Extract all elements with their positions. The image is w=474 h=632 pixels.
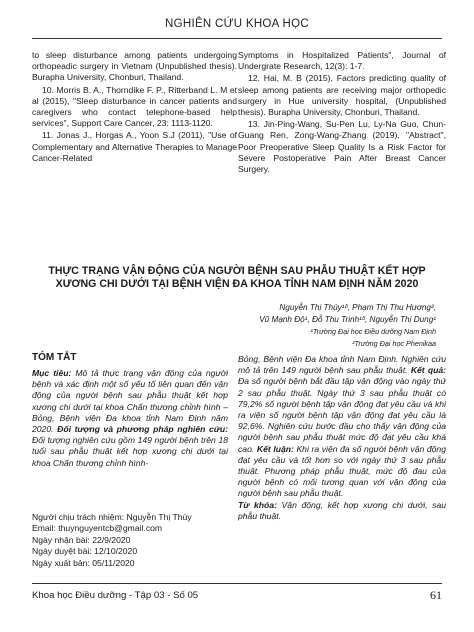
abstract-results-text: Đa số người bệnh bắt đầu tập vận động vào ngày thứ 2 sau phẫu thuật. Ngày thứ 3 sau phẫu thuật có 79,2% số người bệnh tập vận động đạt yêu cầu và khi ra viện số người bệnh tập vận động đạt yêu cầu là 92,6%. Nghiên cứu bước đầu cho thấy vận động của người bệnh sau phẫu thuật mức độ đạt yêu cầu khá cao. xyxy=(238,376,446,454)
abstract-label-methods: Đối tượng và phương pháp nghiên cứu: xyxy=(57,424,228,435)
affiliation: ²Trường Đại học Phenikaa xyxy=(352,339,436,348)
date-published: Ngày xuất bản: 05/11/2020 xyxy=(32,557,135,568)
section-header: NGHIÊN CỨU KHOA HỌC xyxy=(165,18,309,30)
abstract-heading: TÓM TẮT xyxy=(32,352,77,363)
author-email: Email: thuynguyentcb@gmail.com xyxy=(32,523,163,534)
responsible-author: Người chịu trách nhiệm: Nguyễn Thị Thúy xyxy=(32,512,192,522)
abstract-keywords-text: Vận động, kết hợp xương chi dưới, sau phẫu thuật. xyxy=(238,499,446,521)
date-reviewed: Ngày duyệt bài: 12/10/2020 xyxy=(32,546,138,557)
abstract-label-objective: Mục tiêu: xyxy=(32,368,72,378)
abstract-label-keywords: Từ khóa: xyxy=(238,499,277,510)
article-title-line: XƯƠNG CHI DƯỚI TẠI BỆNH VIỆN ĐA KHOA TỈNH NAM ĐỊNH NĂM 2020 xyxy=(55,278,419,290)
header-divider xyxy=(32,38,442,39)
abstract-label-results: Kết quả: xyxy=(410,365,447,376)
abstract-conclusion-text: Khi ra viện đa số người bệnh vận động đạt yêu cầu và tốt hơn so với ngày thứ 3 sau phẫu thuật. Phương pháp phẫu thuật, mức độ đau của người bệnh có mối tương quan với vận động của người bệnh sau phẫu thuật. xyxy=(238,443,446,499)
abstract-label-conclusion: Kết luận: xyxy=(256,443,294,454)
reference-item: to sleep disturbance among patients undergoing orthopeadic surgery in Vietnam (Unpublished thesis). Burapha University, Chonburi, Thailand. xyxy=(32,50,237,83)
references-right-column xyxy=(238,50,446,176)
authors-line: Nguyễn Thị Thúy¹ᵟ, Phạm Thị Thu Hương², xyxy=(279,303,436,312)
reference-item: 11. Jonas J., Horgas A., Yoon S.J (2011), "Use of Complementary and Alternative Therapies to Manage Cancer-Related xyxy=(32,130,237,163)
author-block xyxy=(206,302,436,350)
page-number: 61 xyxy=(430,588,442,602)
reference-item: 12. Hai, M. B (2015), Factors predicting quality of sleep among patients are receiving major orthopedic surgery in Hue university hospital, (Unpublished thesis). Burapha University, Chonburi, Thailand. xyxy=(238,73,446,118)
date-received: Ngày nhận bài: 22/9/2020 xyxy=(32,534,131,545)
abstract-methods-continued: Bỏng, Bệnh viện Đa khoa tỉnh Nam Định. Nghiên cứu mô tả trên 149 người bệnh sau phẫu thuật. xyxy=(238,354,446,376)
abstract-left-column xyxy=(32,368,228,469)
references-left-column xyxy=(32,50,237,165)
reference-item: Symptoms in Hospitalized Patients", Journal of Undergrate Research, 12(3): 1-7. xyxy=(238,50,446,72)
article-title-line: THỰC TRẠNG VẬN ĐỘNG CỦA NGƯỜI BỆNH SAU PHẪU THUẬT KẾT HỢP xyxy=(48,265,426,277)
article-title xyxy=(40,265,434,291)
abstract-methods-text: Đối tượng nghiên cứu gồm 149 người bệnh trên 18 tuổi sau phẫu thuật kết hợp xương chi dưới tại khoa Chấn thương chỉnh hình- xyxy=(32,435,228,468)
footer-divider xyxy=(32,583,442,584)
reference-item: 13. Jin-Ping-Wang, Su-Pen Lu, Ly-Na Guo, Chun-Guang Ren, Zong-Wang-Zhang (2019), "Abstract", Poor Preoperative Sleep Quality Is a Risk Factor for Severe Postoperative Pain After Breast Cancer Surgery. xyxy=(238,119,446,175)
authors-line: Vũ Mạnh Độ¹, Đỗ Thu Trinh¹ᵟ, Nguyễn Thị Dung¹ xyxy=(259,315,436,324)
reference-item: 10. Morris B. A., Thorndike F. P., Ritterband L. M et al (2015), "Sleep disturbance in cancer patients and caregivers who contact telephone-based help services", Support Care Cancer, 23: 1113-1120. xyxy=(32,84,237,129)
abstract-objective-text: Mô tả thực trạng vận động của người bệnh và xác định một số yếu tố liên quan đến vận động của người bệnh sau phẫu thuật kết hợp xương chi dưới tại khoa Chấn thương chỉnh hình – Bỏng, Bệnh viện Đa khoa tỉnh Nam Định năm 2020. xyxy=(32,368,228,435)
abstract-right-column xyxy=(238,354,446,522)
journal-footer: Khoa học Điều dưỡng - Tập 03 - Số 05 xyxy=(32,590,199,601)
article-metadata xyxy=(32,512,228,569)
affiliation: ¹Trường Đại học Điều dưỡng Nam Định xyxy=(310,327,436,336)
